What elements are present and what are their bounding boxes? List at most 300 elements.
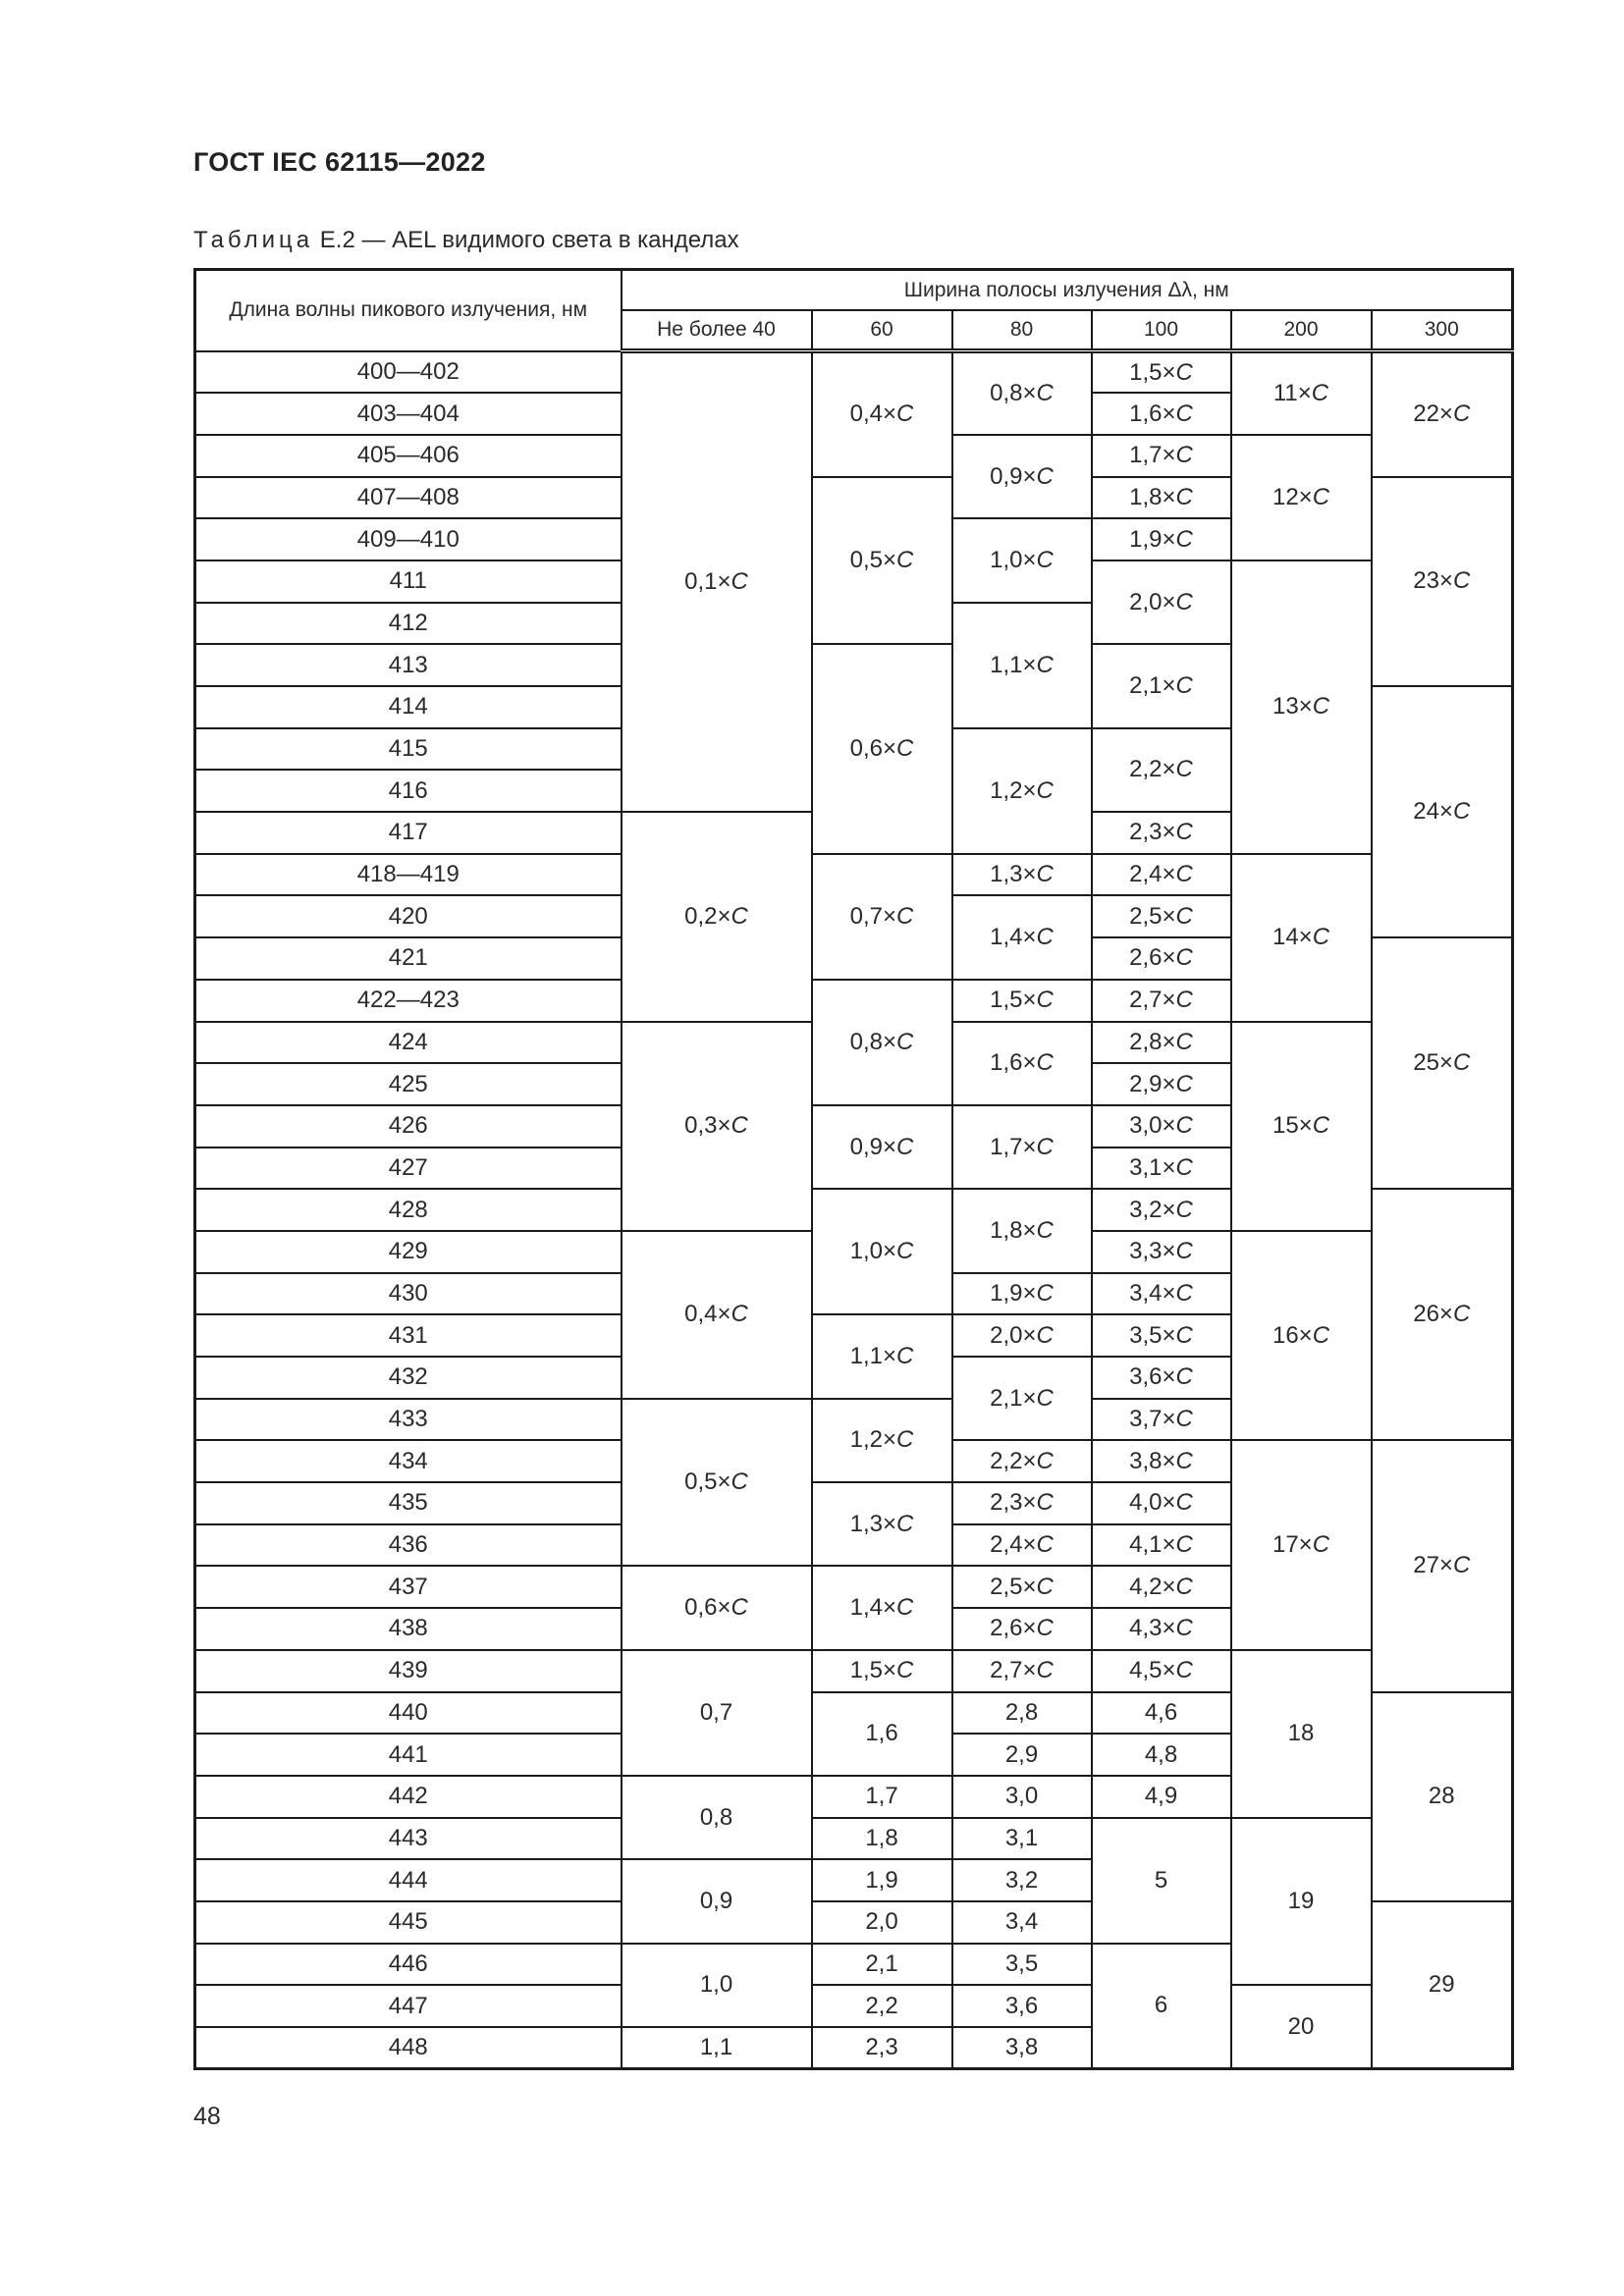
cell-value: 2,1× [990, 1384, 1037, 1412]
wavelength-cell: 434 [195, 1440, 622, 1482]
cell-value: 29 [1428, 1971, 1455, 1999]
cell-value: 1,1 [699, 2034, 733, 2061]
cell-value: 3,2 [1004, 1866, 1039, 1894]
value-cell-200 [1231, 1022, 1372, 1231]
constant-c: C [1175, 358, 1193, 386]
constant-c: C [1175, 1238, 1193, 1265]
cell-value: 2,0 [865, 1908, 898, 1936]
cell-value: 2,5× [990, 1573, 1037, 1600]
cell-value: 0,1× [684, 568, 731, 596]
value-cell-100 [1092, 1734, 1231, 1776]
value-cell-100 [1092, 937, 1231, 980]
value-cell-80 [952, 728, 1092, 854]
value-cell-100 [1092, 1273, 1231, 1315]
cell-value: 2,3× [1129, 819, 1176, 846]
constant-c: C [1036, 987, 1054, 1014]
value-cell-80 [952, 980, 1092, 1022]
constant-c: C [1175, 1028, 1193, 1055]
document-header: ГОСТ IEC 62115—2022 [193, 147, 486, 177]
constant-c: C [1175, 442, 1193, 469]
value-cell-60 [812, 477, 952, 645]
constant-c: C [896, 1594, 914, 1622]
value-cell-100 [1092, 1357, 1231, 1399]
value-cell-60 [812, 1818, 952, 1860]
cell-value: 2,1× [1129, 672, 1176, 699]
constant-c: C [1175, 1489, 1193, 1517]
value-cell-40 [622, 1776, 812, 1859]
cell-value: 1,7× [990, 1133, 1037, 1160]
constant-c: C [1175, 400, 1193, 427]
value-cell-100 [1092, 435, 1231, 477]
cell-value: 2,6× [990, 1615, 1037, 1642]
constant-c: C [1312, 924, 1330, 951]
constant-c: C [1175, 1615, 1193, 1642]
cell-value: 3,6 [1004, 1992, 1039, 2019]
column-header-60: 60 [812, 310, 952, 351]
constant-c: C [1175, 672, 1193, 699]
constant-c: C [1175, 483, 1193, 510]
table-row [195, 1650, 1513, 1692]
cell-value: 1,6× [1129, 400, 1176, 427]
wavelength-cell: 447 [195, 1985, 622, 2027]
constant-c: C [1036, 1279, 1054, 1307]
value-cell-80 [952, 435, 1092, 518]
table-row [195, 1985, 1513, 2027]
constant-c: C [1452, 400, 1471, 428]
wavelength-cell: 400—402 [195, 351, 622, 394]
table-row [195, 351, 1513, 394]
wavelength-cell: 418—419 [195, 854, 622, 896]
cell-value: 24× [1413, 798, 1453, 826]
cell-value: 4,0× [1129, 1489, 1176, 1517]
constant-c: C [1312, 1112, 1330, 1140]
cell-value: 16× [1272, 1321, 1313, 1349]
cell-value: 1,3× [990, 861, 1037, 888]
wavelength-cell: 448 [195, 2027, 622, 2069]
constant-c: C [1175, 756, 1193, 783]
constant-c: C [1175, 1573, 1193, 1600]
table-caption-text: Е.2 — AEL видимого света в канделах [313, 227, 739, 253]
value-cell-100 [1092, 1608, 1231, 1650]
constant-c: C [1036, 546, 1054, 573]
cell-value: 1,9× [1129, 525, 1176, 553]
value-cell-100 [1092, 351, 1231, 394]
value-cell-100 [1092, 728, 1231, 812]
cell-value: 2,2 [865, 1992, 898, 2019]
value-cell-40 [622, 2027, 812, 2069]
value-cell-100 [1092, 1482, 1231, 1524]
value-cell-100 [1092, 1524, 1231, 1567]
value-cell-60 [812, 1692, 952, 1776]
cell-value: 1,1× [990, 651, 1037, 678]
value-cell-80 [952, 2027, 1092, 2069]
value-cell-40 [622, 1944, 812, 2027]
cell-value: 2,4× [990, 1531, 1037, 1559]
value-cell-40 [622, 1859, 812, 1943]
cell-value: 2,6× [1129, 944, 1176, 972]
cell-value: 13× [1272, 693, 1313, 721]
wavelength-cell: 431 [195, 1314, 622, 1357]
value-cell-60 [812, 644, 952, 853]
wavelength-cell: 420 [195, 895, 622, 937]
value-cell-80 [952, 1105, 1092, 1189]
value-cell-60 [812, 1105, 952, 1189]
cell-value: 3,8 [1004, 2034, 1039, 2061]
constant-c: C [1452, 1049, 1471, 1077]
constant-c: C [896, 1657, 914, 1684]
constant-c: C [896, 735, 914, 763]
cell-value: 3,2× [1129, 1196, 1176, 1223]
value-cell-100 [1092, 1566, 1231, 1608]
value-cell-200 [1231, 351, 1372, 435]
wavelength-cell: 436 [195, 1524, 622, 1567]
constant-c: C [1175, 861, 1193, 888]
column-header-100: 100 [1092, 310, 1231, 351]
column-header-200: 200 [1231, 310, 1372, 351]
cell-value: 0,7× [849, 902, 897, 930]
wavelength-cell: 403—404 [195, 393, 622, 435]
constant-c: C [1452, 567, 1471, 595]
value-cell-100 [1092, 895, 1231, 937]
value-cell-100 [1092, 477, 1231, 519]
wavelength-cell: 435 [195, 1482, 622, 1524]
wavelength-cell: 413 [195, 644, 622, 686]
wavelength-cell: 422—423 [195, 980, 622, 1022]
cell-value: 1,6× [990, 1049, 1037, 1077]
constant-c: C [1175, 1279, 1193, 1307]
cell-value: 14× [1272, 924, 1313, 951]
constant-c: C [1175, 1657, 1193, 1684]
value-cell-100 [1092, 980, 1231, 1022]
value-cell-80 [952, 895, 1092, 979]
cell-value: 2,0× [990, 1321, 1037, 1349]
wavelength-cell: 416 [195, 770, 622, 812]
cell-value: 0,5× [684, 1468, 731, 1496]
constant-c: C [1036, 776, 1054, 804]
cell-value: 2,9× [1129, 1070, 1176, 1097]
value-cell-200 [1231, 1650, 1372, 1818]
cell-value: 1,7× [1129, 442, 1176, 469]
value-cell-80 [952, 1022, 1092, 1105]
cell-value: 3,5 [1004, 1949, 1039, 1977]
constant-c: C [1036, 651, 1054, 678]
constant-c: C [1036, 462, 1054, 490]
value-cell-80 [952, 1608, 1092, 1650]
value-cell-80 [952, 854, 1092, 896]
value-cell-60 [812, 351, 952, 477]
value-cell-80 [952, 1901, 1092, 1944]
wavelength-cell: 428 [195, 1189, 622, 1231]
cell-value: 0,5× [849, 546, 897, 573]
value-cell-100 [1092, 1776, 1231, 1818]
cell-value: 0,4× [849, 400, 897, 428]
value-cell-40 [622, 1399, 812, 1567]
cell-value: 4,6 [1144, 1698, 1178, 1726]
constant-c: C [1036, 1489, 1054, 1517]
constant-c: C [1312, 1531, 1330, 1559]
value-cell-100 [1092, 1105, 1231, 1148]
wavelength-cell: 445 [195, 1901, 622, 1944]
column-header-80: 80 [952, 310, 1092, 351]
cell-value: 0,8× [990, 379, 1037, 406]
table-caption-label: Таблица [193, 227, 314, 253]
value-cell-60 [812, 1399, 952, 1482]
value-cell-60 [812, 1859, 952, 1901]
value-cell-100 [1092, 1944, 1231, 2069]
constant-c: C [1175, 1363, 1193, 1391]
value-cell-60 [812, 1314, 952, 1398]
cell-value: 0,2× [684, 902, 731, 930]
value-cell-100 [1092, 1440, 1231, 1482]
cell-value: 19 [1287, 1887, 1315, 1914]
cell-value: 1,5× [990, 987, 1037, 1014]
constant-c: C [1036, 1216, 1054, 1244]
value-cell-300 [1372, 1189, 1513, 1440]
cell-value: 0,9× [990, 462, 1037, 490]
wavelength-cell: 425 [195, 1063, 622, 1105]
constant-c: C [1175, 1112, 1193, 1140]
constant-c: C [896, 1028, 914, 1055]
wavelength-cell: 442 [195, 1776, 622, 1818]
constant-c: C [1312, 693, 1330, 721]
constant-c: C [1175, 902, 1193, 930]
value-cell-200 [1231, 561, 1372, 854]
constant-c: C [1036, 1531, 1054, 1559]
constant-c: C [1175, 1531, 1193, 1559]
value-cell-40 [622, 1231, 812, 1399]
cell-value: 3,6× [1129, 1363, 1176, 1391]
constant-c: C [896, 1510, 914, 1537]
value-cell-80 [952, 1692, 1092, 1735]
table-caption [193, 227, 739, 254]
value-cell-80 [952, 1566, 1092, 1608]
cell-value: 3,7× [1129, 1406, 1176, 1433]
cell-value: 2,2× [990, 1447, 1037, 1474]
wavelength-cell: 444 [195, 1859, 622, 1901]
wavelength-cell: 441 [195, 1734, 622, 1776]
cell-value: 1,5× [1129, 358, 1176, 386]
constant-c: C [1175, 944, 1193, 972]
wavelength-cell: 443 [195, 1818, 622, 1860]
value-cell-80 [952, 518, 1092, 602]
value-cell-100 [1092, 518, 1231, 561]
value-cell-60 [812, 2027, 952, 2069]
cell-value: 3,3× [1129, 1238, 1176, 1265]
value-cell-200 [1231, 1818, 1372, 1986]
wavelength-cell: 426 [195, 1105, 622, 1148]
cell-value: 0,9 [699, 1887, 733, 1914]
ael-table [193, 268, 1514, 2070]
value-cell-100 [1092, 1314, 1231, 1357]
wavelength-cell: 407—408 [195, 477, 622, 519]
cell-value: 2,7× [990, 1657, 1037, 1684]
cell-value: 2,9 [1004, 1740, 1039, 1768]
cell-value: 0,9× [849, 1133, 897, 1160]
table-row [195, 854, 1513, 896]
value-cell-80 [952, 1734, 1092, 1776]
wavelength-cell: 430 [195, 1273, 622, 1315]
cell-value: 0,8× [849, 1028, 897, 1055]
cell-value: 27× [1413, 1552, 1453, 1579]
wavelength-cell: 417 [195, 812, 622, 854]
cell-value: 3,4 [1004, 1908, 1039, 1936]
constant-c: C [1036, 1133, 1054, 1160]
cell-value: 3,1× [1129, 1153, 1176, 1181]
constant-c: C [1452, 1552, 1471, 1579]
value-cell-100 [1092, 1231, 1231, 1273]
constant-c: C [1175, 1321, 1193, 1349]
value-cell-40 [622, 1650, 812, 1776]
cell-value: 0,4× [684, 1301, 731, 1328]
value-cell-100 [1092, 812, 1231, 854]
cell-value: 1,7 [865, 1783, 898, 1810]
value-cell-60 [812, 980, 952, 1105]
constant-c: C [896, 1343, 914, 1369]
cell-value: 1,1× [849, 1343, 897, 1369]
value-cell-100 [1092, 561, 1231, 644]
wavelength-cell: 429 [195, 1231, 622, 1273]
value-cell-60 [812, 1944, 952, 1986]
constant-c: C [896, 1238, 914, 1265]
value-cell-60 [812, 1985, 952, 2027]
cell-value: 4,9 [1144, 1783, 1178, 1810]
constant-c: C [1311, 379, 1329, 406]
wavelength-column-header: Длина волны пикового излучения, нм [195, 270, 622, 351]
constant-c: C [1175, 525, 1193, 553]
cell-value: 1,8× [1129, 483, 1176, 510]
wavelength-cell: 427 [195, 1148, 622, 1190]
wavelength-cell: 414 [195, 686, 622, 728]
wavelength-cell: 440 [195, 1692, 622, 1735]
constant-c: C [1175, 588, 1193, 615]
cell-value: 12× [1272, 483, 1313, 510]
constant-c: C [1036, 1384, 1054, 1412]
wavelength-cell: 446 [195, 1944, 622, 1986]
cell-value: 1,8 [865, 1824, 898, 1851]
wavelength-cell: 405—406 [195, 435, 622, 477]
bandwidth-group-header: Ширина полосы излучения Δλ, нм [622, 270, 1513, 311]
wavelength-cell: 411 [195, 561, 622, 603]
wavelength-cell: 439 [195, 1650, 622, 1692]
value-cell-80 [952, 1650, 1092, 1692]
value-cell-100 [1092, 393, 1231, 435]
value-cell-40 [622, 1566, 812, 1649]
wavelength-cell: 424 [195, 1022, 622, 1064]
cell-value: 2,4× [1129, 861, 1176, 888]
cell-value: 2,8 [1004, 1698, 1039, 1726]
constant-c: C [1036, 1573, 1054, 1600]
cell-value: 3,5× [1129, 1321, 1176, 1349]
constant-c: C [1036, 1049, 1054, 1077]
cell-value: 20 [1287, 2012, 1315, 2040]
value-cell-40 [622, 351, 812, 813]
value-cell-100 [1092, 1650, 1231, 1692]
cell-value: 1,6 [865, 1720, 898, 1747]
cell-value: 3,0 [1004, 1783, 1039, 1810]
cell-value: 2,5× [1129, 902, 1176, 930]
cell-value: 2,3 [865, 2034, 898, 2061]
constant-c: C [1036, 379, 1054, 406]
value-cell-200 [1231, 435, 1372, 561]
constant-c: C [1175, 987, 1193, 1014]
value-cell-80 [952, 1818, 1092, 1860]
value-cell-100 [1092, 1148, 1231, 1190]
cell-value: 1,2× [849, 1426, 897, 1454]
constant-c: C [896, 546, 914, 573]
constant-c: C [1175, 1447, 1193, 1474]
value-cell-100 [1092, 1692, 1231, 1735]
constant-c: C [896, 902, 914, 930]
constant-c: C [896, 1426, 914, 1454]
cell-value: 1,8× [990, 1216, 1037, 1244]
value-cell-300 [1372, 686, 1513, 937]
wavelength-cell: 437 [195, 1566, 622, 1608]
cell-value: 4,3× [1129, 1615, 1176, 1642]
column-header-40: Не более 40 [622, 310, 812, 351]
value-cell-80 [952, 351, 1092, 435]
value-cell-300 [1372, 937, 1513, 1189]
constant-c: C [731, 1468, 748, 1496]
constant-c: C [1036, 1321, 1054, 1349]
table-container [193, 268, 1514, 2070]
cell-value: 6 [1154, 1992, 1168, 2019]
cell-value: 1,0 [699, 1971, 733, 1999]
value-cell-200 [1231, 1985, 1372, 2068]
value-cell-80 [952, 1985, 1092, 2027]
cell-value: 3,8× [1129, 1447, 1176, 1474]
value-cell-80 [952, 1776, 1092, 1818]
value-cell-300 [1372, 1692, 1513, 1901]
cell-value: 0,7 [699, 1698, 733, 1726]
cell-value: 4,5× [1129, 1657, 1176, 1684]
cell-value: 22× [1413, 400, 1453, 428]
cell-value: 4,1× [1129, 1531, 1176, 1559]
value-cell-60 [812, 1482, 952, 1566]
cell-value: 23× [1413, 567, 1453, 595]
value-cell-80 [952, 1859, 1092, 1901]
value-cell-80 [952, 1482, 1092, 1524]
wavelength-cell: 438 [195, 1608, 622, 1650]
value-cell-80 [952, 1189, 1092, 1272]
cell-value: 1,5× [849, 1657, 897, 1684]
cell-value: 5 [1154, 1866, 1168, 1894]
constant-c: C [1312, 1321, 1330, 1349]
value-cell-100 [1092, 1189, 1231, 1231]
cell-value: 11× [1272, 379, 1312, 406]
constant-c: C [1036, 1657, 1054, 1684]
value-cell-200 [1231, 854, 1372, 1022]
page-number: 48 [193, 2103, 221, 2130]
value-cell-60 [812, 1650, 952, 1692]
constant-c: C [1452, 1301, 1471, 1328]
value-cell-300 [1372, 477, 1513, 686]
value-cell-40 [622, 1022, 812, 1231]
table-row [195, 1818, 1513, 1860]
cell-value: 2,8× [1129, 1028, 1176, 1055]
cell-value: 1,4× [849, 1594, 897, 1622]
cell-value: 0,8 [699, 1803, 733, 1831]
cell-value: 0,6× [684, 1594, 731, 1622]
cell-value: 0,3× [684, 1112, 731, 1140]
constant-c: C [1036, 924, 1054, 951]
value-cell-300 [1372, 1440, 1513, 1691]
constant-c: C [1312, 483, 1330, 510]
cell-value: 3,0× [1129, 1112, 1176, 1140]
wavelength-cell: 409—410 [195, 518, 622, 561]
constant-c: C [1036, 1447, 1054, 1474]
cell-value: 2,2× [1129, 756, 1176, 783]
wavelength-cell: 412 [195, 603, 622, 645]
